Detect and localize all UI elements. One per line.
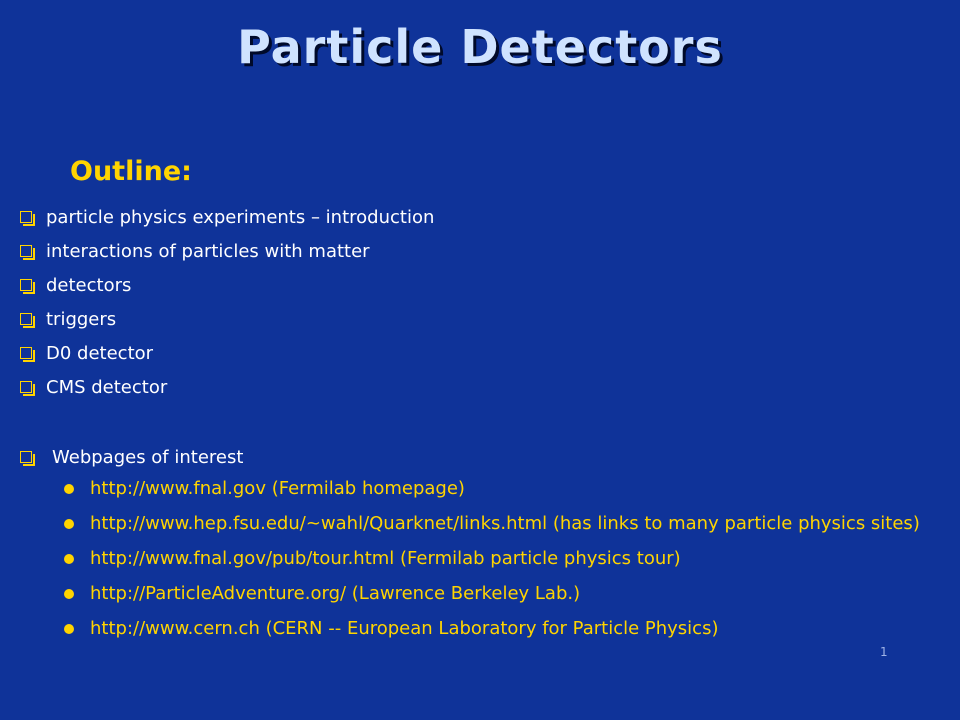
checkbox-bullet-icon — [20, 211, 32, 223]
checkbox-bullet-icon — [20, 451, 32, 463]
outline-item — [20, 268, 434, 302]
link-text[interactable]: http://www.fnal.gov/pub/tour.html (Fermilab particle physics tour) — [90, 548, 681, 569]
checkbox-bullet-icon — [20, 245, 32, 257]
outline-item — [20, 302, 434, 336]
bullet-dot-icon — [64, 519, 74, 529]
checkbox-bullet-icon — [20, 313, 32, 325]
webpages-heading-row — [20, 440, 243, 474]
bullet-dot-icon — [64, 484, 74, 494]
outline-item-label: particle physics experiments – introduction — [46, 206, 435, 228]
link-item[interactable] — [64, 477, 924, 501]
outline-item-label: interactions of particles with matter — [46, 240, 370, 262]
link-text[interactable]: http://ParticleAdventure.org/ (Lawrence Berkeley Lab.) — [90, 583, 581, 604]
outline-item-label: detectors — [46, 274, 132, 296]
bullet-dot-icon — [64, 624, 74, 634]
link-item[interactable] — [64, 617, 924, 641]
outline-item — [20, 336, 434, 370]
webpages-heading: Webpages of interest — [52, 446, 244, 468]
outline-item-label: D0 detector — [46, 342, 154, 364]
outline-item-label: CMS detector — [46, 376, 168, 398]
links-list — [64, 477, 924, 652]
page-number: 1 — [880, 645, 888, 659]
outline-item — [20, 370, 434, 404]
outline-item-label: triggers — [46, 308, 117, 330]
checkbox-bullet-icon — [20, 279, 32, 291]
outline-item — [20, 200, 434, 234]
link-item[interactable] — [64, 582, 924, 606]
bullet-dot-icon — [64, 589, 74, 599]
link-text[interactable]: http://www.cern.ch (CERN -- European Laboratory for Particle Physics) — [90, 618, 719, 639]
link-text[interactable]: http://www.fnal.gov (Fermilab homepage) — [90, 478, 465, 499]
link-item[interactable] — [64, 512, 924, 536]
outline-heading: Outline: — [70, 156, 192, 187]
checkbox-bullet-icon — [20, 381, 32, 393]
bullet-dot-icon — [64, 554, 74, 564]
outline-list — [20, 200, 434, 404]
checkbox-bullet-icon — [20, 347, 32, 359]
link-text[interactable]: http://www.hep.fsu.edu/~wahl/Quarknet/links.html (has links to many particle physics sites) — [90, 513, 920, 534]
link-item[interactable] — [64, 547, 924, 571]
slide-title: Particle Detectors — [237, 20, 723, 74]
outline-item — [20, 234, 434, 268]
